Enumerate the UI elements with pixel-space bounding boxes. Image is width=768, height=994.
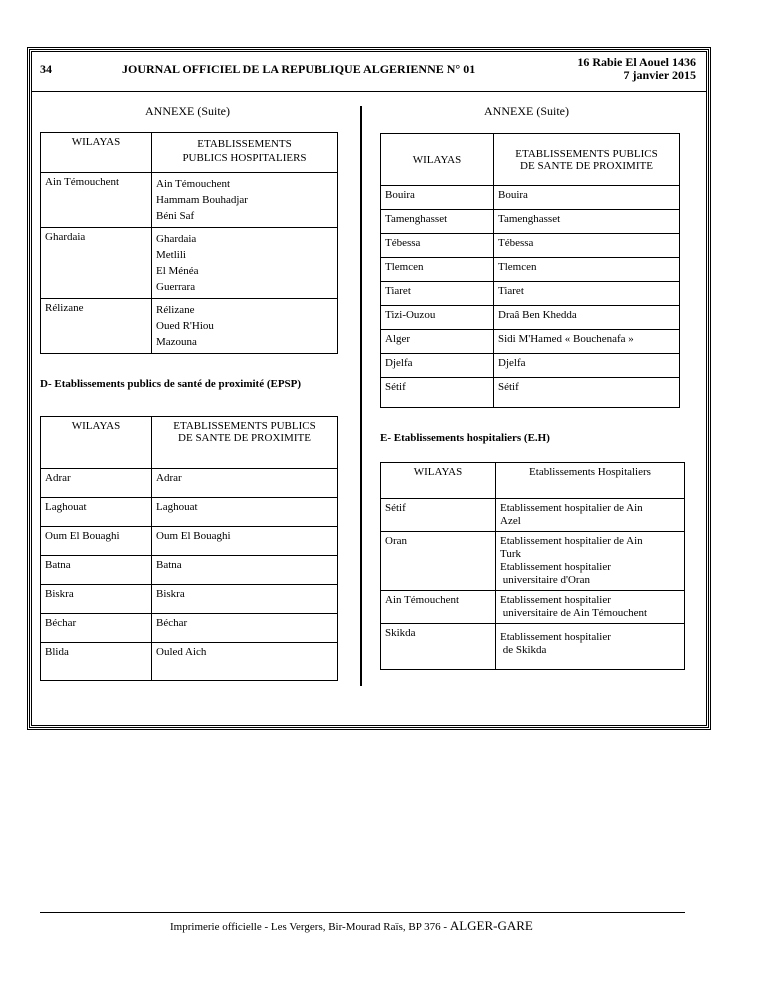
table3-etablissement: Tlemcen [494,258,680,282]
table2-etablissement: Batna [152,556,338,585]
table-row [381,258,680,282]
date-gregorian: 7 janvier 2015 [623,68,696,82]
table3-etablissement: Djelfa [494,354,680,378]
annexe-title-left: ANNEXE (Suite) [145,104,230,118]
table1-col-etab-line2: PUBLICS HOSPITALIERS [182,152,307,164]
table-epsp-left [40,416,338,681]
table1-item: Béni Saf [156,210,195,222]
table3-etablissement: Tiaret [494,282,680,306]
table2-wilaya: Oum El Bouaghi [41,527,152,556]
table2-wilaya: Blida [41,643,152,681]
table-row [41,614,338,643]
table4-wilaya: Oran [381,532,496,591]
table2-etablissement: Béchar [152,614,338,643]
table4-item: de Skikda [500,644,547,656]
table3-wilaya: Alger [381,330,494,354]
table-row [381,186,680,210]
table-row [381,354,680,378]
table-row [381,282,680,306]
footer [170,918,533,934]
table1-col-wilayas: WILAYAS [41,133,152,173]
footer-city: ALGER-GARE [449,918,533,933]
table1-item: Oued R'Hiou [156,320,214,332]
section-e-title: E- Etablissements hospitaliers (E.H) [380,432,550,444]
table4-items [496,499,685,532]
table4-col-wilayas: WILAYAS [381,463,496,499]
table2-col-etablissements [152,417,338,469]
table3-etablissement: Draâ Ben Khedda [494,306,680,330]
table1-item: Metlili [156,249,186,261]
table4-item: Etablissement hospitalier [500,594,611,606]
table1-wilaya: Ghardaia [41,228,152,299]
table4-wilaya: Sétif [381,499,496,532]
table3-col-etab-line2: DE SANTE DE PROXIMITE [520,159,653,172]
table4-item: universitaire de Ain Témouchent [500,607,648,619]
footer-text: Imprimerie officielle - Les Vergers, Bir-Mourad Raïs, BP 376 - [170,921,450,933]
section-d-title: D- Etablissements publics de santé de proximité (EPSP) [40,378,302,390]
table-row [381,234,680,258]
table-row [381,330,680,354]
table4-item: Azel [500,515,521,527]
table3-etablissement: Bouira [494,186,680,210]
table2-wilaya: Laghouat [41,498,152,527]
table-row [41,498,338,527]
date-hijri: 16 Rabie El Aouel 1436 [577,55,696,69]
table2-wilaya: Biskra [41,585,152,614]
table2-col-wilayas: WILAYAS [41,417,152,469]
table-row [41,299,338,354]
table-row [41,556,338,585]
table2-etablissement: Laghouat [152,498,338,527]
table1-col-etab-line1: ETABLISSEMENTS [197,138,292,150]
table3-col-etablissements [494,134,680,186]
table3-wilaya: Tiaret [381,282,494,306]
table1-item: Hammam Bouhadjar [156,194,248,206]
table-row [381,499,685,532]
table2-col-etab-line1: ETABLISSEMENTS PUBLICS [173,420,316,432]
table2-wilaya: Adrar [41,469,152,498]
table4-items [496,532,685,591]
table1-wilaya: Rélizane [41,299,152,354]
journal-title: JOURNAL OFFICIEL DE LA REPUBLIQUE ALGERIENNE N° 01 [122,62,476,76]
table1-item: Mazouna [156,336,197,348]
header-rule [31,91,707,92]
table-epsp-right [380,133,680,408]
table2-etablissement: Oum El Bouaghi [152,527,338,556]
table4-items [496,624,685,670]
table1-wilaya: Ain Témouchent [41,173,152,228]
table-row [381,624,685,670]
table3-wilaya: Tlemcen [381,258,494,282]
annexe-title-right: ANNEXE (Suite) [484,104,569,118]
table-row [381,210,680,234]
table3-col-wilayas: WILAYAS [381,134,494,186]
table1-item: El Ménéa [156,265,199,277]
table1-item: Guerrara [156,281,196,293]
table4-wilaya: Skikda [381,624,496,670]
table2-etablissement: Biskra [152,585,338,614]
table-row [41,527,338,556]
table4-item: Etablissement hospitalier de Ain [500,502,643,514]
table-etablissements-hospitaliers [40,132,338,354]
table-row [41,173,338,228]
table-row [41,228,338,299]
column-divider [360,106,362,686]
table3-etablissement: Sidi M'Hamed « Bouchenafa » [494,330,680,354]
footer-rule [40,912,685,913]
table1-items [152,228,338,299]
table3-wilaya: Sétif [381,378,494,408]
table1-item: Ain Témouchent [156,178,231,190]
table-row [41,469,338,498]
table4-item: Etablissement hospitalier [500,631,611,643]
table3-etablissement: Tébessa [494,234,680,258]
table4-item: Etablissement hospitalier [500,561,611,573]
table-row [41,585,338,614]
table-row [381,591,685,624]
table2-wilaya: Béchar [41,614,152,643]
table4-item: universitaire d'Oran [500,574,590,586]
table3-wilaya: Tamenghasset [381,210,494,234]
page-number: 34 [40,62,52,76]
table3-etablissement: Tamenghasset [494,210,680,234]
table1-item: Rélizane [156,304,195,316]
table-row [381,532,685,591]
table1-items [152,173,338,228]
table-row [41,643,338,681]
table3-wilaya: Bouira [381,186,494,210]
table4-col-etablissements: Etablissements Hospitaliers [496,463,685,499]
table1-items [152,299,338,354]
table-row [381,378,680,408]
table3-wilaya: Tizi-Ouzou [381,306,494,330]
table1-col-etablissements [152,133,338,173]
table4-item: Etablissement hospitalier de Ain [500,535,643,547]
table4-items [496,591,685,624]
table4-item: Turk [500,548,521,560]
table2-etablissement: Adrar [152,469,338,498]
table-row [381,306,680,330]
table2-wilaya: Batna [41,556,152,585]
table1-item: Ghardaia [156,233,197,245]
table3-col-etab-line1: ETABLISSEMENTS PUBLICS [515,147,658,160]
table3-wilaya: Djelfa [381,354,494,378]
table3-etablissement: Sétif [494,378,680,408]
table2-etablissement: Ouled Aich [152,643,338,681]
table-etablissements-hospitaliers-eh [380,462,685,670]
table4-wilaya: Ain Témouchent [381,591,496,624]
table3-wilaya: Tébessa [381,234,494,258]
table2-col-etab-line2: DE SANTE DE PROXIMITE [178,432,311,444]
